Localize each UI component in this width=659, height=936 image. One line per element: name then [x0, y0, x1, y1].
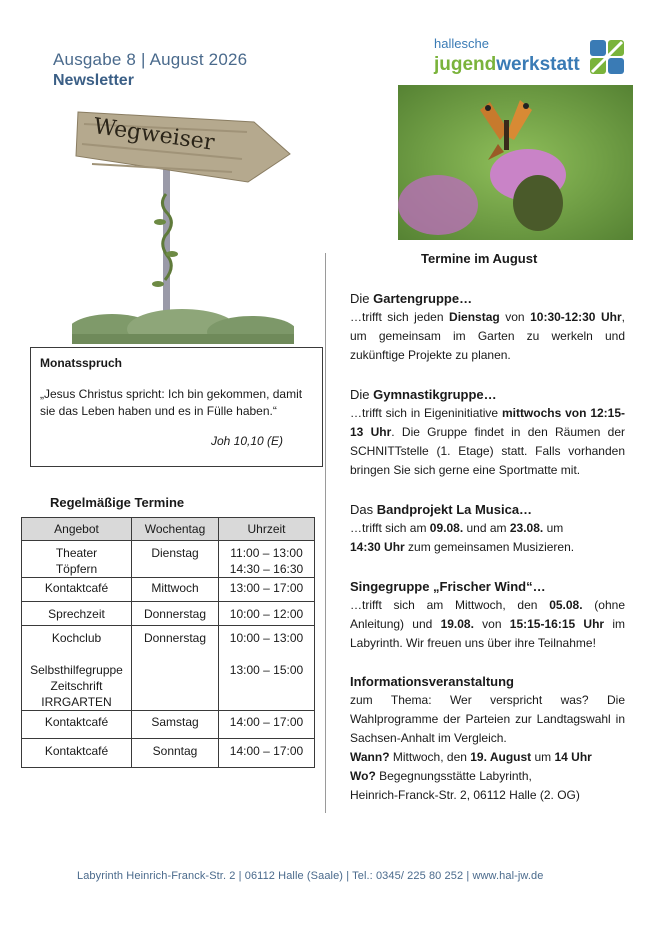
singegruppe-section: [350, 577, 625, 653]
gymnastikgruppe-text: [350, 404, 625, 480]
butterfly-flower-photo: [398, 85, 633, 240]
table-row: [22, 626, 315, 711]
text-bold: 09.08.: [429, 521, 464, 535]
table-row: [22, 541, 315, 578]
gartengruppe-heading: [350, 289, 625, 308]
gymnastikgruppe-heading: [350, 385, 625, 404]
cell-wochentag: Donnerstag: [132, 602, 219, 626]
table-row: [22, 578, 315, 602]
regular-schedule-table: [21, 517, 315, 768]
text-bold: Wo?: [350, 769, 376, 783]
bandprojekt-text: [350, 519, 625, 557]
jugendwerkstatt-logo: [434, 36, 630, 84]
cell-uhrzeit: 11:00 – 13:00 14:30 – 16:30: [219, 541, 315, 578]
text-part: …trifft sich in Eigeninitiative: [350, 406, 502, 420]
heading-prefix: Die: [350, 387, 374, 402]
gymnastikgruppe-section: [350, 385, 625, 480]
newsletter-title: Newsletter: [53, 72, 134, 89]
wegweiser-signpost-image: [72, 104, 294, 344]
text-part: …trifft sich am: [350, 521, 430, 535]
text-part: . Die Gruppe findet in den Räumen der SCHNITTstelle (1. Etage) statt. Falls vorhanden bringen Sie sich gerne eine Sportmatte mit.: [350, 425, 625, 477]
cell-angebot: Kontaktcafé: [22, 739, 132, 768]
heading-name: Gymnastikgruppe…: [373, 387, 497, 402]
cell-uhrzeit: 13:00 – 17:00: [219, 578, 315, 602]
text-part: im Labyrinth. Wir freuen uns über ihre Teilnahme!: [350, 617, 625, 650]
info-where: [350, 767, 625, 786]
cell-wochentag: Donnerstag: [132, 626, 219, 711]
text-part: …trifft sich am Mittwoch, den: [350, 598, 550, 612]
text-bold: Wann?: [350, 750, 390, 764]
singegruppe-heading: [350, 577, 625, 596]
informationsveranstaltung-section: [350, 672, 625, 805]
cell-wochentag: Sonntag: [132, 739, 219, 768]
text-bold: 19. August: [470, 750, 532, 764]
table-row: [22, 739, 315, 768]
cell-uhrzeit: 14:00 – 17:00: [219, 711, 315, 739]
column-divider: [325, 253, 326, 813]
text-part: von: [473, 617, 510, 631]
text-bold: 10:30-12:30 Uhr: [530, 310, 622, 324]
heading-prefix: Das: [350, 502, 377, 517]
cell-wochentag: Dienstag: [132, 541, 219, 578]
heading-prefix: Die: [350, 291, 374, 306]
text-bold: 23.08.: [509, 521, 544, 535]
cell-angebot: Kontaktcafé: [22, 578, 132, 602]
termine-title: Termine im August: [421, 251, 538, 266]
cell-wochentag: Samstag: [132, 711, 219, 739]
monatsspruch-box: [30, 347, 323, 467]
text-part: um: [531, 750, 555, 764]
table-row: [22, 602, 315, 626]
bandprojekt-heading: [350, 500, 625, 519]
logo-werkstatt: werkstatt: [496, 54, 580, 75]
col-header-angebot: Angebot: [22, 518, 132, 541]
text-bold: 15:15-16:15 Uhr: [509, 617, 605, 631]
info-heading: [350, 672, 625, 691]
cell-uhrzeit: 14:00 – 17:00: [219, 739, 315, 768]
monatsspruch-title: Monatsspruch: [40, 356, 123, 370]
text-bold: 05.08.: [549, 598, 583, 612]
text-part: zum gemeinsamen Musizieren.: [404, 540, 575, 554]
logo-mark-icon: [588, 38, 626, 76]
cell-angebot: Kochclub Selbsthilfegruppe Zeitschrift IRRGARTEN: [22, 626, 132, 711]
text-part: von: [499, 310, 531, 324]
gartengruppe-section: [350, 289, 625, 365]
text-bold: mittwochs von 12:15-13 Uhr: [350, 406, 626, 439]
info-when: [350, 748, 625, 767]
text-part: , um gemeinsam im Garten zu werkeln und zukünftige Projekte zu planen.: [350, 310, 625, 362]
text-part: Begegnungsstätte Labyrinth,: [375, 769, 532, 783]
cell-wochentag: Mittwoch: [132, 578, 219, 602]
heading-name: Gartengruppe…: [373, 291, 473, 306]
logo-line1: hallesche: [434, 36, 489, 51]
gartengruppe-text: [350, 308, 625, 365]
footer-contact: Labyrinth Heinrich-Franck-Str. 2 | 06112 Halle (Saale) | Tel.: 0345/ 225 80 252 | www.hal-jw.de: [77, 870, 544, 882]
info-text: zum Thema: Wer verspricht was? Die Wahlprogramme der Parteien zur Landtagswahl in Sachsen-Anhalt im Vergleich.: [350, 693, 625, 745]
text-bold: Dienstag: [449, 310, 500, 324]
col-header-uhrzeit: Uhrzeit: [219, 518, 315, 541]
heading-name: Singegruppe „Frischer Wind“…: [350, 579, 546, 594]
text-bold: 19.08.: [440, 617, 474, 631]
cell-angebot: Kontaktcafé: [22, 711, 132, 739]
logo-line2: [434, 54, 580, 76]
text-part: und am: [463, 521, 510, 535]
cell-angebot: Sprechzeit: [22, 602, 132, 626]
regular-schedule-heading: Regelmäßige Termine: [50, 495, 185, 510]
cell-angebot: Theater Töpfern: [22, 541, 132, 578]
monatsspruch-text: „Jesus Christus spricht: Ich bin gekommen, damit sie das Leben haben und es in Fülle haben.“: [40, 387, 303, 418]
sign-text: Wegweiser: [91, 114, 216, 156]
cell-uhrzeit: 10:00 – 13:00 13:00 – 15:00: [219, 626, 315, 711]
monatsspruch-source: Joh 10,10 (E): [211, 434, 284, 448]
bandprojekt-section: [350, 500, 625, 557]
text-bold: 14 Uhr: [554, 750, 592, 764]
text-bold: 14:30 Uhr: [350, 540, 405, 554]
text-part: Mittwoch, den: [389, 750, 471, 764]
text-part: (ohne Anleitung) und: [350, 598, 625, 631]
singegruppe-text: [350, 596, 625, 653]
table-header-row: [22, 518, 315, 541]
text-part: um: [543, 521, 564, 535]
heading-name: Bandprojekt La Musica…: [376, 502, 533, 517]
text-part: …trifft sich jeden: [350, 310, 450, 324]
heading-name: Informationsveranstaltung: [350, 674, 514, 689]
table-row: [22, 711, 315, 739]
cell-uhrzeit: 10:00 – 12:00: [219, 602, 315, 626]
logo-jugend: jugend: [434, 54, 497, 75]
info-address: Heinrich-Franck-Str. 2, 06112 Halle (2. OG): [350, 788, 580, 802]
col-header-wochentag: Wochentag: [132, 518, 219, 541]
issue-line: Ausgabe 8 | August 2026: [53, 50, 248, 69]
